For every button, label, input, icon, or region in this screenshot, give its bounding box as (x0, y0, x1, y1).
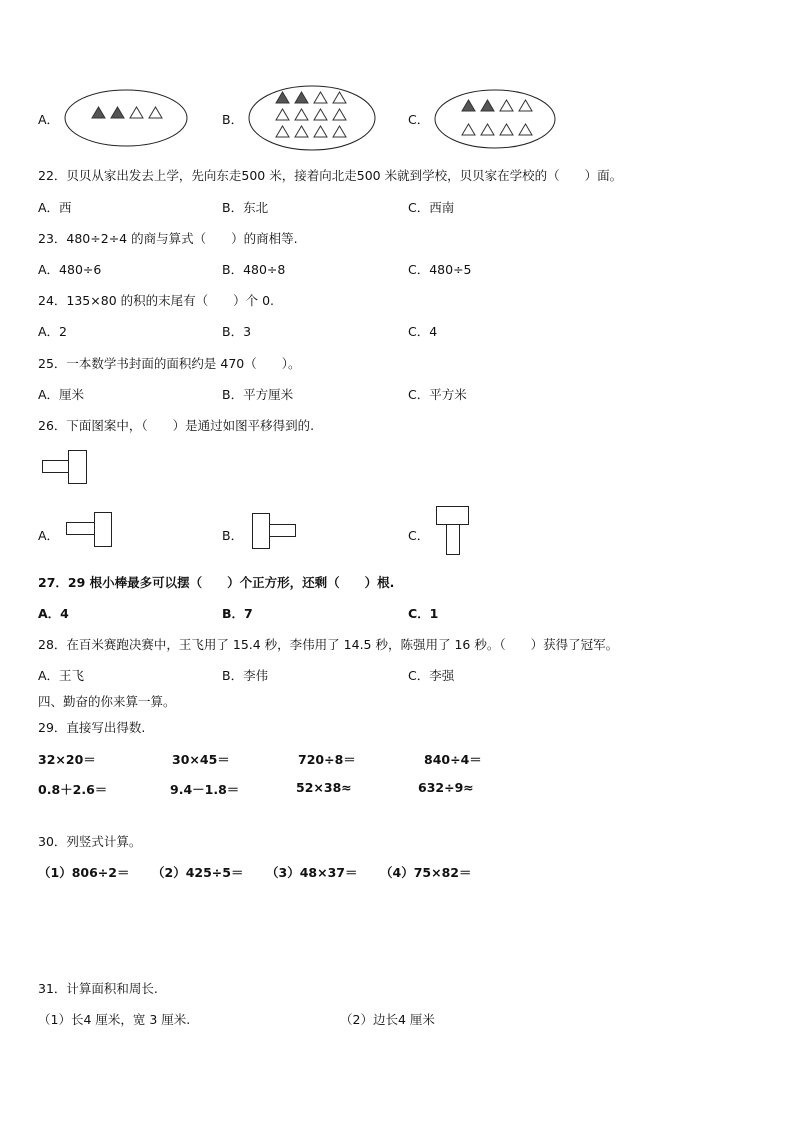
hollow-triangle (276, 126, 289, 137)
filled-triangle (92, 107, 105, 118)
q26-option-b[interactable]: B． (222, 528, 244, 543)
q29-stem: 29．直接写出得数. (38, 720, 146, 735)
q26-option-c-figure[interactable] (436, 506, 472, 558)
q22-option-a[interactable]: A．西 (38, 200, 72, 215)
q29-expr: 30×45＝ (172, 752, 230, 767)
q24-stem: 24．135×80 的积的末尾有（ ）个 0. (38, 293, 275, 308)
q30-item: （1）806÷2＝ (38, 865, 130, 880)
q21-option-c-label[interactable]: C． (408, 112, 430, 127)
q23-stem: 23．480÷2÷4 的商与算式（ ）的商相等. (38, 231, 298, 246)
q21-option-a-label[interactable]: A． (38, 112, 60, 127)
hollow-triangle (314, 109, 327, 120)
q25-option-a[interactable]: A．厘米 (38, 387, 85, 402)
filled-triangle (276, 92, 289, 103)
q30-item: （2）425÷5＝ (152, 865, 244, 880)
q24-option-b[interactable]: B．3 (222, 324, 252, 339)
hollow-triangle (130, 107, 143, 118)
q22-option-b[interactable]: B．东北 (222, 200, 269, 215)
hollow-triangle (519, 124, 532, 135)
q29-expr: 720÷8＝ (298, 752, 356, 767)
hollow-triangle (500, 124, 513, 135)
q27-option-c[interactable]: C．1 (408, 606, 439, 621)
q26-option-a[interactable]: A． (38, 528, 60, 543)
q26-stem: 26．下面图案中，（ ）是通过如图平移得到的. (38, 418, 315, 433)
hollow-triangle (462, 124, 475, 135)
q28-option-b[interactable]: B．李伟 (222, 668, 269, 683)
q29-expr: 32×20＝ (38, 752, 96, 767)
hollow-triangle (276, 109, 289, 120)
q25-option-b[interactable]: B．平方厘米 (222, 387, 294, 402)
q26-reference-figure (42, 450, 92, 490)
hollow-triangle (314, 126, 327, 137)
hollow-triangle (519, 100, 532, 111)
q29-expr: 9.4－1.8＝ (170, 782, 240, 797)
q28-stem: 28．在百米赛跑决赛中，王飞用了 15.4 秒，李伟用了 14.5 秒，陈强用了 16 秒。（ ）获得了冠军。 (38, 637, 619, 652)
q26-option-b-figure[interactable] (252, 513, 302, 551)
hollow-triangle (295, 126, 308, 137)
hollow-triangle (333, 109, 346, 120)
filled-triangle (462, 100, 475, 111)
q21-option-b-label[interactable]: B． (222, 112, 244, 127)
q23-option-c[interactable]: C．480÷5 (408, 262, 472, 277)
hollow-triangle (314, 92, 327, 103)
q25-option-c[interactable]: C．平方米 (408, 387, 467, 402)
q23-option-a[interactable]: A．480÷6 (38, 262, 102, 277)
q31-item: （2）边长4 厘米 (340, 1012, 435, 1027)
q25-stem: 25．一本数学书封面的面积约是 470（ ）。 (38, 356, 301, 371)
q29-expr: 52×38≈ (296, 780, 352, 795)
q22-stem: 22．贝贝从家出发去上学，先向东走500 米，接着向北走500 米就到学校，贝贝家在学校的（ ）面。 (38, 168, 623, 183)
filled-triangle (111, 107, 124, 118)
q26-option-a-figure[interactable] (66, 512, 116, 550)
q24-option-a[interactable]: A．2 (38, 324, 68, 339)
q22-option-c[interactable]: C．西南 (408, 200, 455, 215)
q26-option-c[interactable]: C． (408, 528, 430, 543)
hollow-triangle (500, 100, 513, 111)
q21-option-b-figure[interactable] (248, 84, 376, 152)
q27-option-a[interactable]: A．4 (38, 606, 69, 621)
hollow-triangle (481, 124, 494, 135)
q21-option-c-figure[interactable] (434, 88, 556, 150)
filled-triangle (481, 100, 494, 111)
q29-expr: 632÷9≈ (418, 780, 474, 795)
hollow-triangle (333, 92, 346, 103)
q30-item: （3）48×37＝ (266, 865, 358, 880)
hollow-triangle (295, 109, 308, 120)
q24-option-c[interactable]: C．4 (408, 324, 438, 339)
q29-expr: 840÷4＝ (424, 752, 482, 767)
q30-item: （4）75×82＝ (380, 865, 472, 880)
q21-option-a-figure[interactable] (64, 88, 188, 148)
q28-option-c[interactable]: C．李强 (408, 668, 455, 683)
q23-option-b[interactable]: B．480÷8 (222, 262, 286, 277)
q31-item: （1）长4 厘米，宽 3 厘米. (38, 1012, 191, 1027)
q29-expr: 0.8＋2.6＝ (38, 782, 108, 797)
section-4-heading: 四、勤奋的你来算一算。 (38, 694, 176, 709)
q31-stem: 31．计算面积和周长. (38, 981, 158, 996)
hollow-triangle (333, 126, 346, 137)
q28-option-a[interactable]: A．王飞 (38, 668, 85, 683)
q27-option-b[interactable]: B．7 (222, 606, 253, 621)
q30-stem: 30．列竖式计算。 (38, 834, 142, 849)
hollow-triangle (149, 107, 162, 118)
q27-stem: 27．29 根小棒最多可以摆（ ）个正方形，还剩（ ）根. (38, 575, 395, 590)
filled-triangle (295, 92, 308, 103)
